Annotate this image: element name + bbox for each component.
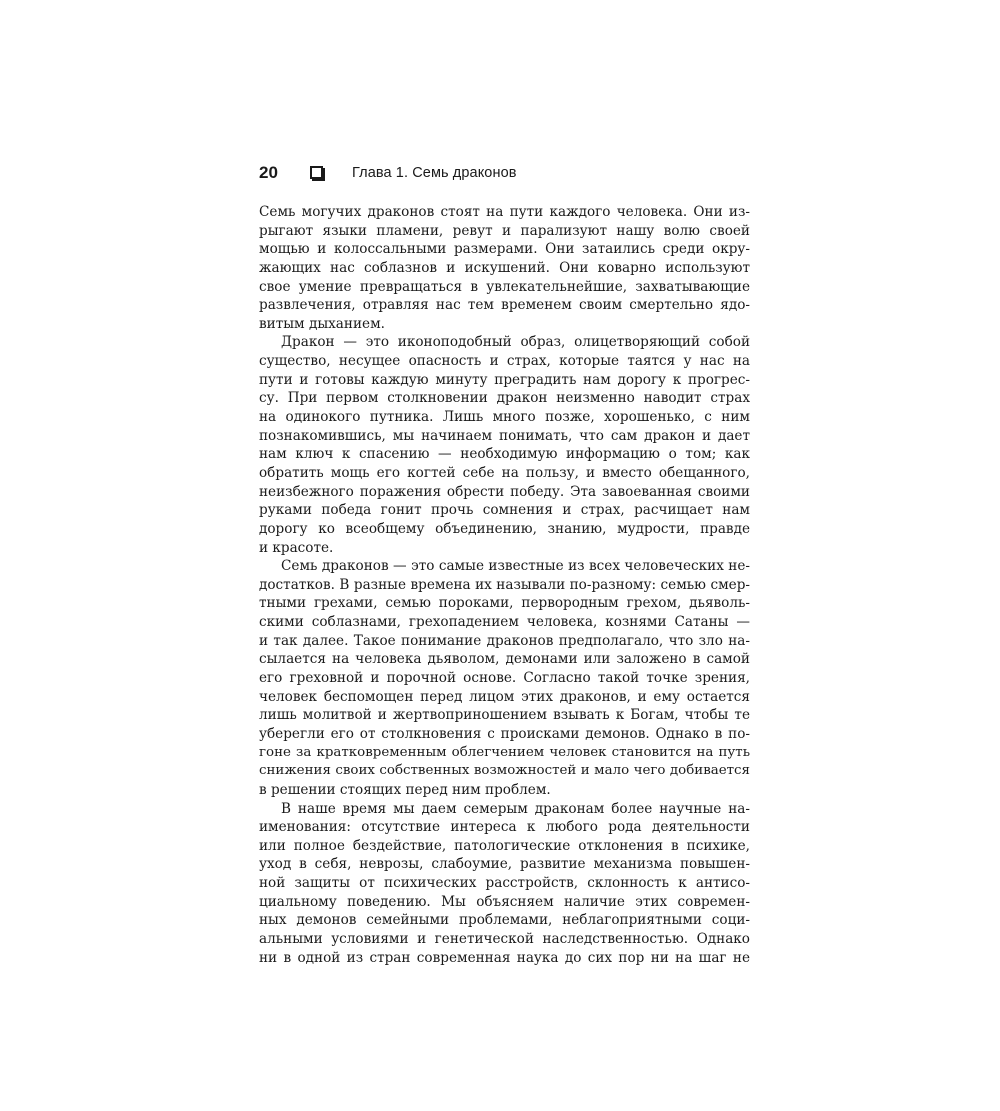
text-line: жающих нас соблазнов и искушений. Они коварно используют [259, 259, 750, 276]
text-line: обратить мощь его когтей себе на пользу, и вместо обещанного, [259, 464, 750, 481]
text-line: Семь драконов — это самые известные из всех человеческих не- [281, 558, 750, 575]
text-line: ни в одной из стран современная наука до сих пор ни на шаг не [259, 949, 750, 966]
text-line: гоне за кратковременным облегчением человек становится на путь [259, 744, 750, 760]
text-line: пути и готовы каждую минуту преградить нам дорогу к прогрес- [259, 371, 750, 388]
text-line: рыгают языки пламени, ревут и парализуют нашу волю своей [259, 222, 750, 239]
body-text [259, 203, 750, 967]
chapter-title: Глава 1. Семь драконов [352, 165, 517, 181]
text-line: руками победа гонит прочь сомнения и страх, расчищает нам [259, 502, 750, 519]
page-number: 20 [259, 163, 278, 182]
text-line: альными условиями и генетической наследственностью. Однако [259, 930, 750, 947]
text-line: его греховной и порочной основе. Согласно такой точке зрения, [259, 670, 750, 687]
text-line: или полное бездействие, патологические отклонения в психике, [259, 837, 750, 854]
text-line: на одинокого путника. Лишь много позже, хорошенько, с ним [259, 409, 750, 426]
running-head [259, 161, 759, 185]
text-line: существо, несущее опасность и страх, которые таятся у нас на [259, 353, 750, 370]
text-line: скими соблазнами, грехопадением человека, кознями Сатаны — [259, 614, 750, 631]
text-line: человек беспомощен перед лицом этих драконов, и ему остается [259, 688, 750, 705]
text-line: су. При первом столкновении дракон неизменно наводит страх [259, 390, 750, 407]
square-bullet-icon [310, 166, 323, 179]
text-line: свое умение превращаться в увлекательнейшие, захватывающие [259, 278, 750, 295]
text-line: познакомившись, мы начинаем понимать, что сам дракон и дает [259, 427, 750, 444]
text-line: дорогу ко всеобщему объединению, знанию, мудрости, правде [259, 520, 750, 537]
text-line: и так далее. Такое понимание драконов предполагало, что зло на- [259, 632, 750, 649]
text-line: уберегли его от столкновения с происками демонов. Однако в по- [259, 725, 750, 742]
text-line: уход в себя, неврозы, слабоумие, развитие механизма повышен- [259, 856, 750, 873]
text-line: циальному поведению. Мы объясняем наличие этих современ- [259, 893, 750, 910]
text-line: развлечения, отравляя нас тем временем своим смертельно ядо- [259, 297, 750, 314]
text-line: достатков. В разные времена их называли по-разному: семью смер- [259, 576, 750, 593]
text-line: тными грехами, семью пороками, первородным грехом, дьяволь- [259, 595, 750, 612]
text-line: мощью и колоссальными размерами. Они затаились среди окру- [259, 241, 750, 258]
text-line: и красоте. [259, 539, 334, 556]
text-line: Дракон — это иконоподобный образ, олицетворяющий собой [281, 334, 750, 351]
text-line: нам ключ к спасению — необходимую информацию о том; как [259, 446, 750, 463]
text-line: неизбежного поражения обрести победу. Эта завоеванная своими [259, 483, 750, 500]
text-line: снижения своих собственных возможностей и мало чего добивается [259, 763, 750, 779]
text-line: витым дыханием. [259, 315, 385, 332]
text-line: Семь могучих драконов стоят на пути каждого человека. Они из- [259, 204, 750, 220]
text-line: ной защиты от психических расстройств, склонность к антисо- [259, 875, 750, 892]
text-line: именования: отсутствие интереса к любого рода деятельности [259, 819, 750, 836]
text-line: в решении стоящих перед ним проблем. [259, 781, 551, 798]
text-line: сылается на человека дьяволом, демонами или заложено в самой [259, 651, 750, 668]
text-line: лишь молитвой и жертвоприношением взывать к Богам, чтобы те [259, 707, 750, 724]
text-line: В наше время мы даем семерым драконам более научные на- [281, 800, 750, 817]
text-line: ных демонов семейными проблемами, неблагоприятными соци- [259, 912, 750, 929]
